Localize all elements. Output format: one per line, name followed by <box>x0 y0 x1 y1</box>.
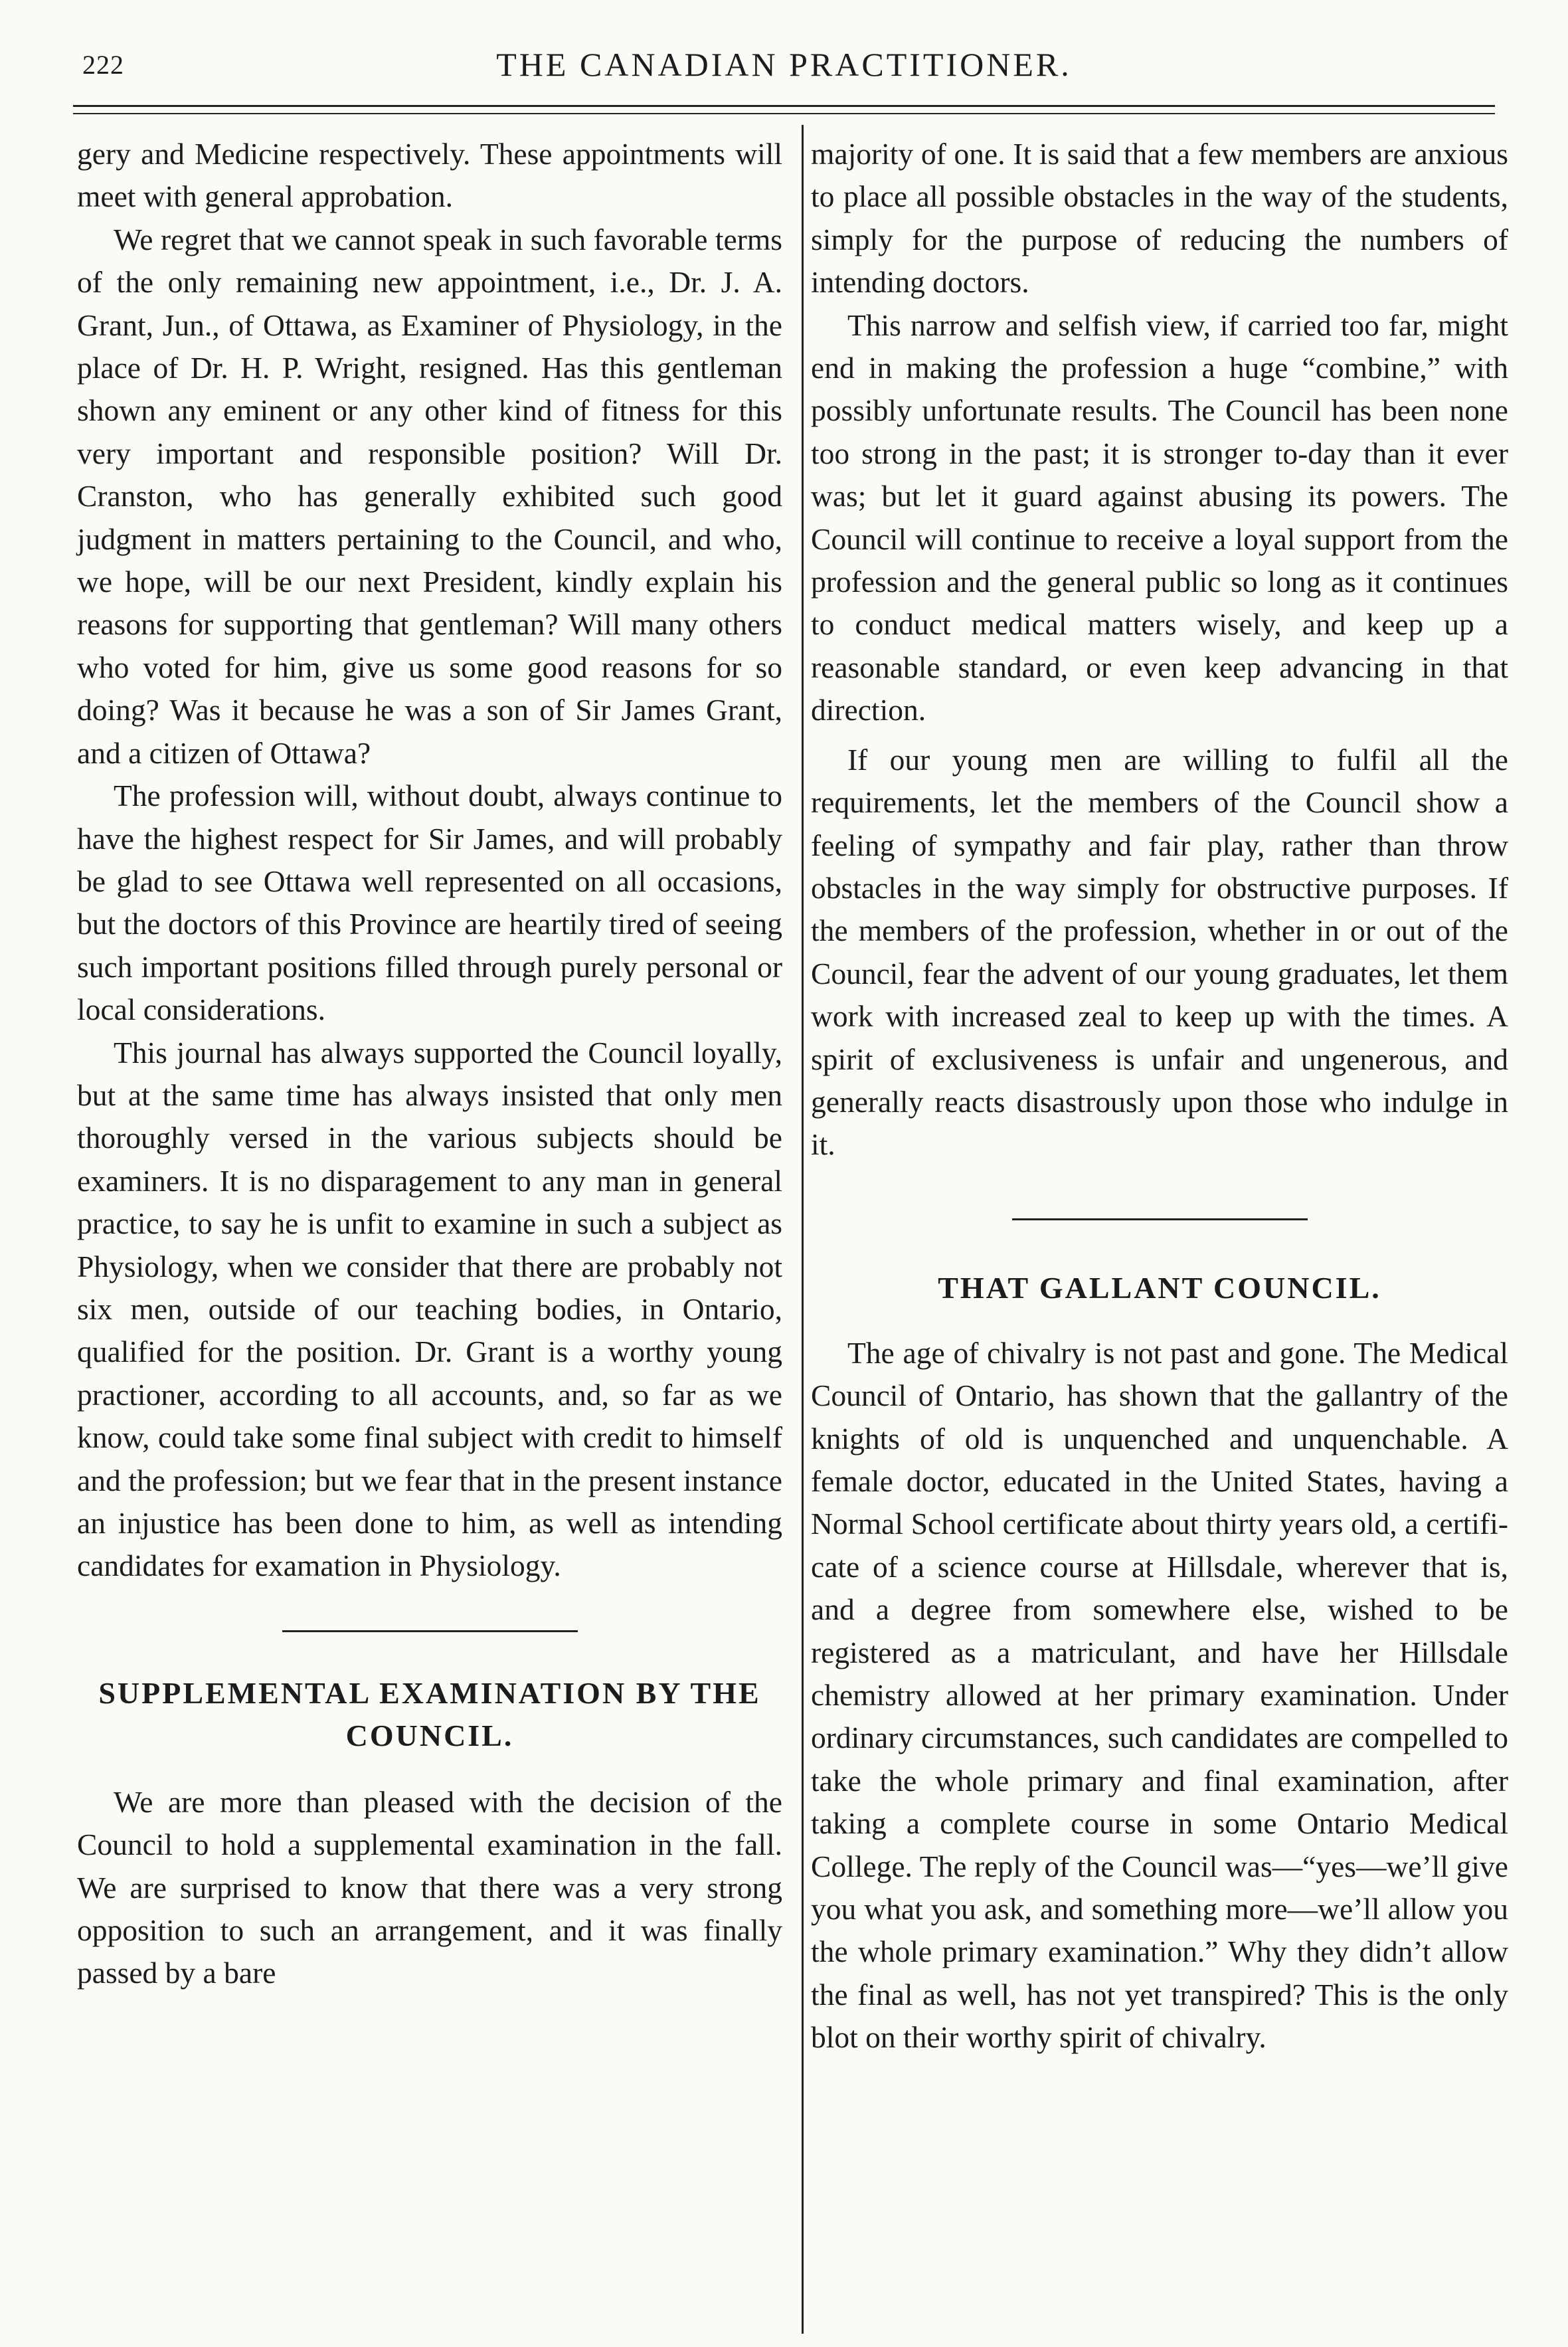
header-rule-thin <box>73 113 1495 114</box>
section-separator <box>811 1167 1508 1267</box>
paragraph: The age of chivalry is not past and gone. The Medical Council of Ontario, has shown that the gallantry of the knights of old is unquenched and unquenchable. A female doctor, educated in the United States, having a Normal School certificate about thirty years old, a certificate of a science course at Hillsdale, wherever that is, and a degree from somewhere else, wished to be registered as a matriculant, and have her Hillsdale chemistry allowed at her primary examination. Under ordinary circumstances, such candidates are compelled to take the whole primary and final examination, after taking a complete course in some Ontario Medical College. The reply of the Council was—“yes—we’ll give you what you ask, and something more—we’ll allow you the whole primary examination.” Why they didn’t allow the final as well, has not yet transpired? This is the only blot on their worthy spirit of chivalry. <box>811 1335 1508 2055</box>
paragraph: We are more than pleased with the decision of the Council to hold a supplemental examination in the fall. We are surprised to know that there was a very strong opposition to such an arrangement, and it was finally passed by a bare <box>77 1784 782 1990</box>
right-column <box>811 133 1508 2059</box>
left-column <box>77 133 782 1995</box>
running-title: THE CANADIAN PRACTITIONER. <box>496 46 1072 83</box>
paragraph: We regret that we cannot speak in such favorable terms of the only remaining new appointment, i.e., Dr. J. A. Grant, Jun., of Ottawa, as Examiner of Physiology, in the place of Dr. H. P. Wright, resigned. Has this gentleman shown any eminent or any other kind of fitness for this very important and responsible position? Will Dr. Cranston, who has generally exhibited such good judgment in matters pertaining to the Council, and who, we hope, will be our next President, kindly explain his reasons for supporting that gentleman? Will many others who voted for him, give us some good reasons for so doing? Was it because he was a son of Sir James Grant, and a citizen of Ottawa? <box>77 222 782 770</box>
page-number: 222 <box>82 50 124 80</box>
column-divider <box>802 125 804 2334</box>
section-rule <box>282 1630 578 1632</box>
paragraph: If our young men are willing to fulfil all the requirements, let the members of the Council show a feeling of sympathy and fair play, rather than throw obstacles in the way simply for obstructive purposes. If the members of the profession, whether in or out of the Council, fear the advent of our young graduates, let them work with increased zeal to keep up with the times. A spirit of exclusiveness is unfair and ungenerous, and generally reacts disastrously upon those who indulge in it. <box>811 742 1508 1162</box>
page-header <box>73 35 1495 94</box>
paragraph: This narrow and selfish view, if carried too far, might end in making the profession a huge “combine,” with possibly unfortunate results. The Council has been none too strong in the past; it is stronger to-day than it ever was; but let it guard against abusing its powers. The Council will continue to receive a loyal support from the profession and the general public so long as it continues to conduct medical matters wisely, and keep up a reasonable standard, or even keep advancing in that direction. <box>811 308 1508 727</box>
section-rule <box>1012 1218 1308 1220</box>
header-rule-thick <box>73 105 1495 107</box>
paragraph: The profession will, without doubt, always continue to have the highest respect for Sir James, and will probably be glad to see Ottawa well represented on all occasions, but the doctors of this Province are heartily tired of seeing such important positions filled through purely personal or local considerations. <box>77 779 782 1027</box>
section-separator <box>77 1588 782 1672</box>
paragraph: This journal has always supported the Council loyally, but at the same time has always insisted that only men thoroughly versed in the various subjects should be examiners. It is no disparagement to any man in general practice, to say he is unfit to examine in such a subject as Physiology, when we consider that there are probably not six men, outside of our teaching bodies, in Ontario, qualified for the position. Dr. Grant is a worthy young practioner, according to all accounts, and, so far as we know, could take some final subject with credit to himself and the profession; but we fear that in the present instance an injustice has been done to him, as well as intending candidates for examation in Physiology. <box>77 1035 782 1583</box>
paragraph: gery and Medicine respectively. These appointments will meet with general approbation. <box>77 137 782 214</box>
section-heading: THAT GALLANT COUNCIL. <box>938 1270 1381 1305</box>
paragraph: majority of one. It is said that a few members are anxious to place all possible obstacles in the way of the students, simply for the purpose of reducing the numbers of intending doctors. <box>811 137 1508 300</box>
section-heading: SUPPLEMENTAL EXAMINATION BY THE COUNCIL. <box>98 1675 761 1752</box>
